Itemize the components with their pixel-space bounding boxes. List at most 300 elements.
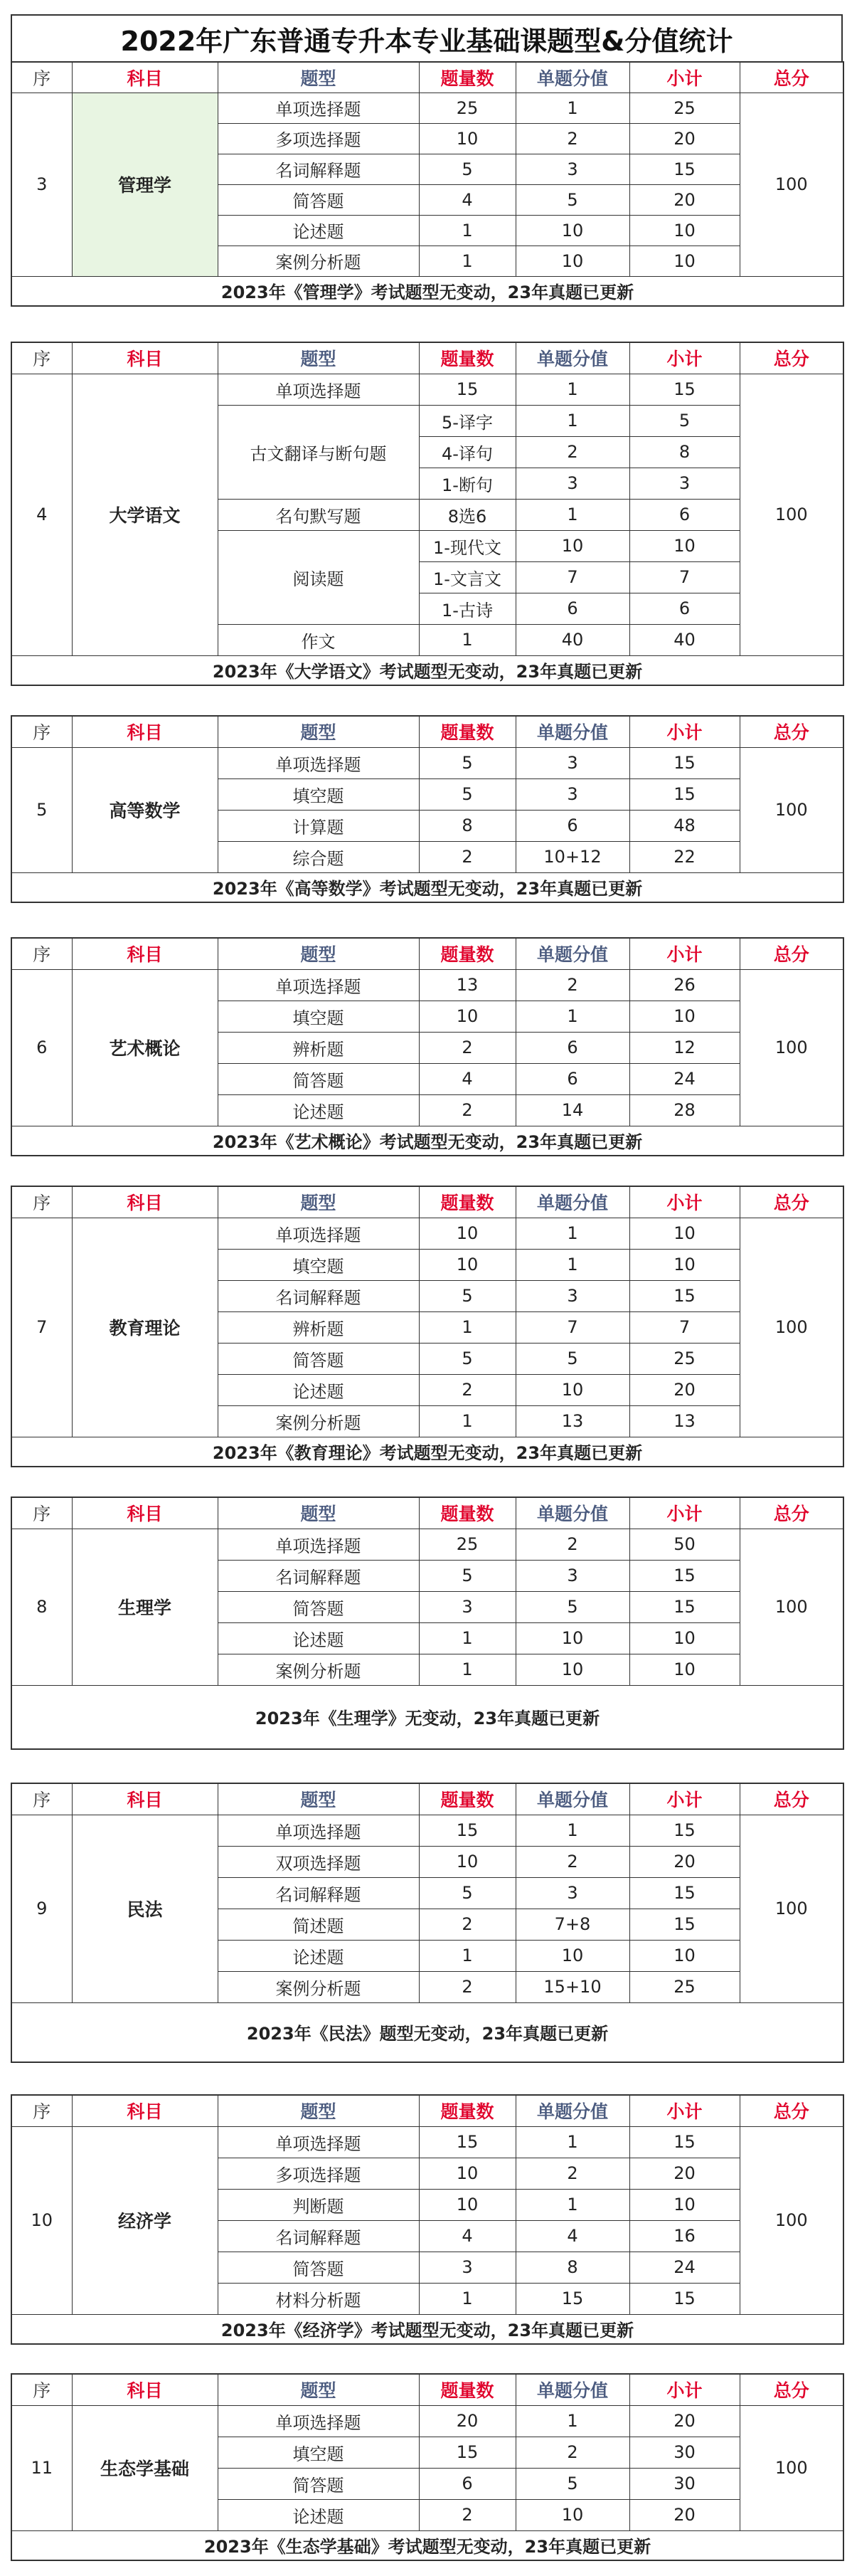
subtotal: 7 bbox=[629, 561, 740, 593]
header-question-type: 题型 bbox=[218, 2095, 419, 2126]
question-count: 10 bbox=[419, 1001, 516, 1032]
header-points-each: 单题分值 bbox=[516, 342, 629, 374]
header-subject: 科目 bbox=[72, 1497, 218, 1529]
subtotal: 3 bbox=[629, 468, 740, 499]
question-type: 名句默写题 bbox=[218, 499, 419, 530]
question-count: 1 bbox=[419, 1311, 516, 1343]
header-subtotal: 小计 bbox=[629, 2095, 740, 2126]
points-each: 1 bbox=[516, 405, 629, 436]
question-type: 简答题 bbox=[218, 2468, 419, 2499]
question-type: 辨析题 bbox=[218, 1032, 419, 1063]
header-points-each: 单题分值 bbox=[516, 1497, 629, 1529]
question-type: 论述题 bbox=[218, 1622, 419, 1654]
question-type: 论述题 bbox=[218, 2499, 419, 2530]
question-type: 简答题 bbox=[218, 1063, 419, 1094]
score-table bbox=[11, 937, 844, 1156]
header-subject: 科目 bbox=[72, 1186, 218, 1218]
header-question-type: 题型 bbox=[218, 2374, 419, 2405]
question-count: 1 bbox=[419, 1654, 516, 1685]
total-score: 100 bbox=[740, 93, 843, 276]
note-row bbox=[11, 276, 843, 306]
question-count: 3 bbox=[419, 2252, 516, 2283]
points-each: 2 bbox=[516, 969, 629, 1001]
question-count: 1 bbox=[419, 215, 516, 246]
subtotal: 15 bbox=[629, 1909, 740, 1940]
question-count: 5 bbox=[419, 1877, 516, 1909]
header-subtotal: 小计 bbox=[629, 1186, 740, 1218]
points-each: 5 bbox=[516, 1343, 629, 1374]
header-question-count: 题量数 bbox=[419, 716, 516, 747]
points-each: 3 bbox=[516, 154, 629, 184]
seq-number: 8 bbox=[11, 1529, 72, 1685]
question-count: 1 bbox=[419, 1622, 516, 1654]
subject-name: 高等数学 bbox=[72, 747, 218, 872]
question-count: 1-文言文 bbox=[419, 561, 516, 593]
subtotal: 13 bbox=[629, 1405, 740, 1437]
header-points-each: 单题分值 bbox=[516, 716, 629, 747]
update-note: 2023年《生态学基础》考试题型无变动，23年真题已更新 bbox=[11, 2530, 843, 2560]
points-each: 10 bbox=[516, 1654, 629, 1685]
score-table-block bbox=[11, 1186, 843, 1467]
question-count: 2 bbox=[419, 2499, 516, 2530]
score-table-block bbox=[11, 2373, 843, 2561]
subtotal: 6 bbox=[629, 499, 740, 530]
table-row bbox=[11, 1218, 843, 1249]
score-table bbox=[11, 342, 844, 686]
table-row bbox=[11, 969, 843, 1001]
total-score: 100 bbox=[740, 747, 843, 872]
question-type: 判断题 bbox=[218, 2189, 419, 2220]
header-question-type: 题型 bbox=[218, 938, 419, 969]
question-count: 25 bbox=[419, 1529, 516, 1560]
points-each: 10 bbox=[516, 246, 629, 276]
question-type: 综合题 bbox=[218, 841, 419, 872]
total-score: 100 bbox=[740, 2126, 843, 2314]
note-row bbox=[11, 872, 843, 902]
table-row bbox=[11, 1529, 843, 1560]
points-each: 3 bbox=[516, 468, 629, 499]
header-question-type: 题型 bbox=[218, 1186, 419, 1218]
note-row bbox=[11, 1126, 843, 1156]
question-count: 1-古诗 bbox=[419, 593, 516, 624]
question-count: 1-断句 bbox=[419, 468, 516, 499]
header-total: 总分 bbox=[740, 2374, 843, 2405]
header-points-each: 单题分值 bbox=[516, 1783, 629, 1815]
points-each: 15 bbox=[516, 2283, 629, 2314]
page-title: 2022年广东普通专升本专业基础课题型&分值统计 bbox=[11, 14, 843, 61]
update-note: 2023年《高等数学》考试题型无变动，23年真题已更新 bbox=[11, 872, 843, 902]
question-type: 案例分析题 bbox=[218, 246, 419, 276]
subtotal: 25 bbox=[629, 1343, 740, 1374]
question-type: 简答题 bbox=[218, 1343, 419, 1374]
question-count: 5-译字 bbox=[419, 405, 516, 436]
score-table bbox=[11, 715, 844, 903]
question-type: 单项选择题 bbox=[218, 2126, 419, 2158]
question-type: 材料分析题 bbox=[218, 2283, 419, 2314]
points-each: 1 bbox=[516, 499, 629, 530]
subtotal: 22 bbox=[629, 841, 740, 872]
question-type: 填空题 bbox=[218, 778, 419, 810]
header-subtotal: 小计 bbox=[629, 716, 740, 747]
score-table-block bbox=[11, 1783, 843, 2063]
subtotal: 10 bbox=[629, 1622, 740, 1654]
total-score: 100 bbox=[740, 1218, 843, 1437]
question-type: 单项选择题 bbox=[218, 93, 419, 123]
table-row bbox=[11, 747, 843, 778]
question-type: 名词解释题 bbox=[218, 154, 419, 184]
question-count: 5 bbox=[419, 1560, 516, 1591]
header-total: 总分 bbox=[740, 938, 843, 969]
subtotal: 20 bbox=[629, 123, 740, 154]
subtotal: 15 bbox=[629, 1877, 740, 1909]
subject-name: 经济学 bbox=[72, 2126, 218, 2314]
header-question-count: 题量数 bbox=[419, 342, 516, 374]
header-question-type: 题型 bbox=[218, 342, 419, 374]
question-type: 案例分析题 bbox=[218, 1654, 419, 1685]
subtotal: 20 bbox=[629, 2405, 740, 2437]
subtotal: 15 bbox=[629, 1591, 740, 1622]
subtotal: 15 bbox=[629, 747, 740, 778]
score-table bbox=[11, 61, 844, 307]
subtotal: 48 bbox=[629, 810, 740, 841]
question-type: 单项选择题 bbox=[218, 969, 419, 1001]
header-seq: 序 bbox=[11, 938, 72, 969]
total-score: 100 bbox=[740, 969, 843, 1126]
table-header-row bbox=[11, 342, 843, 374]
update-note: 2023年《生理学》无变动，23年真题已更新 bbox=[11, 1685, 843, 1749]
points-each: 7+8 bbox=[516, 1909, 629, 1940]
question-count: 1 bbox=[419, 1940, 516, 1971]
question-count: 4 bbox=[419, 2220, 516, 2252]
points-each: 5 bbox=[516, 184, 629, 215]
table-row bbox=[11, 1815, 843, 1846]
points-each: 5 bbox=[516, 1591, 629, 1622]
question-count: 5 bbox=[419, 747, 516, 778]
points-each: 14 bbox=[516, 1094, 629, 1126]
question-type: 多项选择题 bbox=[218, 123, 419, 154]
header-seq: 序 bbox=[11, 2374, 72, 2405]
question-count: 5 bbox=[419, 154, 516, 184]
subtotal: 6 bbox=[629, 593, 740, 624]
score-table-block bbox=[11, 2094, 843, 2345]
subtotal: 10 bbox=[629, 530, 740, 561]
question-type: 填空题 bbox=[218, 2437, 419, 2468]
question-count: 2 bbox=[419, 1094, 516, 1126]
question-type: 多项选择题 bbox=[218, 2158, 419, 2189]
points-each: 2 bbox=[516, 1846, 629, 1877]
question-type: 论述题 bbox=[218, 1374, 419, 1405]
subject-name: 艺术概论 bbox=[72, 969, 218, 1126]
points-each: 2 bbox=[516, 436, 629, 468]
table-header-row bbox=[11, 2374, 843, 2405]
question-count: 13 bbox=[419, 969, 516, 1001]
points-each: 1 bbox=[516, 2126, 629, 2158]
question-count: 4-译句 bbox=[419, 436, 516, 468]
header-subject: 科目 bbox=[72, 716, 218, 747]
question-type: 名词解释题 bbox=[218, 1560, 419, 1591]
subject-name: 民法 bbox=[72, 1815, 218, 2002]
points-each: 5 bbox=[516, 2468, 629, 2499]
question-count: 5 bbox=[419, 1280, 516, 1311]
header-question-count: 题量数 bbox=[419, 1783, 516, 1815]
header-question-type: 题型 bbox=[218, 62, 419, 93]
header-question-count: 题量数 bbox=[419, 62, 516, 93]
question-count: 15 bbox=[419, 1815, 516, 1846]
points-each: 3 bbox=[516, 1560, 629, 1591]
subtotal: 8 bbox=[629, 436, 740, 468]
points-each: 13 bbox=[516, 1405, 629, 1437]
points-each: 10 bbox=[516, 1622, 629, 1654]
subtotal: 25 bbox=[629, 93, 740, 123]
question-count: 25 bbox=[419, 93, 516, 123]
subtotal: 30 bbox=[629, 2468, 740, 2499]
question-type: 双项选择题 bbox=[218, 1846, 419, 1877]
points-each: 10 bbox=[516, 1374, 629, 1405]
question-type: 阅读题 bbox=[218, 530, 419, 624]
subtotal: 20 bbox=[629, 1374, 740, 1405]
header-seq: 序 bbox=[11, 1783, 72, 1815]
header-total: 总分 bbox=[740, 1186, 843, 1218]
points-each: 10 bbox=[516, 1940, 629, 1971]
question-type: 名词解释题 bbox=[218, 2220, 419, 2252]
update-note: 2023年《民法》题型无变动，23年真题已更新 bbox=[11, 2002, 843, 2062]
points-each: 6 bbox=[516, 1032, 629, 1063]
header-question-count: 题量数 bbox=[419, 1497, 516, 1529]
points-each: 1 bbox=[516, 2189, 629, 2220]
question-type: 简述题 bbox=[218, 1909, 419, 1940]
question-type: 单项选择题 bbox=[218, 747, 419, 778]
header-points-each: 单题分值 bbox=[516, 2374, 629, 2405]
table-row bbox=[11, 93, 843, 123]
question-count: 2 bbox=[419, 1971, 516, 2002]
update-note: 2023年《大学语文》考试题型无变动，23年真题已更新 bbox=[11, 655, 843, 685]
subtotal: 50 bbox=[629, 1529, 740, 1560]
update-note: 2023年《经济学》考试题型无变动，23年真题已更新 bbox=[11, 2314, 843, 2344]
question-count: 1 bbox=[419, 246, 516, 276]
header-total: 总分 bbox=[740, 342, 843, 374]
question-count: 3 bbox=[419, 1591, 516, 1622]
question-count: 8 bbox=[419, 810, 516, 841]
header-total: 总分 bbox=[740, 716, 843, 747]
points-each: 3 bbox=[516, 1877, 629, 1909]
header-question-type: 题型 bbox=[218, 1783, 419, 1815]
score-table bbox=[11, 1496, 844, 1750]
points-each: 1 bbox=[516, 93, 629, 123]
header-seq: 序 bbox=[11, 1186, 72, 1218]
header-question-count: 题量数 bbox=[419, 2095, 516, 2126]
seq-number: 10 bbox=[11, 2126, 72, 2314]
subtotal: 15 bbox=[629, 1560, 740, 1591]
points-each: 3 bbox=[516, 778, 629, 810]
seq-number: 11 bbox=[11, 2405, 72, 2530]
points-each: 2 bbox=[516, 2158, 629, 2189]
subtotal: 7 bbox=[629, 1311, 740, 1343]
subtotal: 25 bbox=[629, 1971, 740, 2002]
score-table-block bbox=[11, 715, 843, 903]
points-each: 1 bbox=[516, 374, 629, 405]
subtotal: 24 bbox=[629, 2252, 740, 2283]
header-subject: 科目 bbox=[72, 342, 218, 374]
question-type: 案例分析题 bbox=[218, 1405, 419, 1437]
question-count: 1 bbox=[419, 624, 516, 655]
question-type: 简答题 bbox=[218, 184, 419, 215]
subtotal: 16 bbox=[629, 2220, 740, 2252]
question-count: 2 bbox=[419, 1909, 516, 1940]
header-question-count: 题量数 bbox=[419, 2374, 516, 2405]
subtotal: 10 bbox=[629, 1654, 740, 1685]
points-each: 6 bbox=[516, 810, 629, 841]
table-header-row bbox=[11, 716, 843, 747]
points-each: 3 bbox=[516, 747, 629, 778]
question-count: 10 bbox=[419, 1249, 516, 1280]
header-subtotal: 小计 bbox=[629, 1783, 740, 1815]
points-each: 10 bbox=[516, 530, 629, 561]
score-table bbox=[11, 1186, 844, 1467]
question-count: 5 bbox=[419, 778, 516, 810]
header-total: 总分 bbox=[740, 1497, 843, 1529]
header-points-each: 单题分值 bbox=[516, 62, 629, 93]
subject-name: 管理学 bbox=[72, 93, 218, 276]
question-count: 15 bbox=[419, 2437, 516, 2468]
header-subject: 科目 bbox=[72, 938, 218, 969]
question-type: 古文翻译与断句题 bbox=[218, 405, 419, 499]
question-count: 2 bbox=[419, 841, 516, 872]
question-count: 4 bbox=[419, 1063, 516, 1094]
subtotal: 15 bbox=[629, 778, 740, 810]
seq-number: 6 bbox=[11, 969, 72, 1126]
points-each: 10+12 bbox=[516, 841, 629, 872]
header-subtotal: 小计 bbox=[629, 2374, 740, 2405]
subtotal: 15 bbox=[629, 1815, 740, 1846]
question-type: 单项选择题 bbox=[218, 374, 419, 405]
question-count: 1-现代文 bbox=[419, 530, 516, 561]
question-type: 单项选择题 bbox=[218, 1529, 419, 1560]
seq-number: 7 bbox=[11, 1218, 72, 1437]
note-row bbox=[11, 2530, 843, 2560]
header-subject: 科目 bbox=[72, 2374, 218, 2405]
points-each: 3 bbox=[516, 1280, 629, 1311]
points-each: 2 bbox=[516, 2437, 629, 2468]
header-question-count: 题量数 bbox=[419, 938, 516, 969]
question-count: 4 bbox=[419, 184, 516, 215]
header-points-each: 单题分值 bbox=[516, 1186, 629, 1218]
header-seq: 序 bbox=[11, 62, 72, 93]
subtotal: 10 bbox=[629, 2189, 740, 2220]
question-count: 5 bbox=[419, 1343, 516, 1374]
seq-number: 4 bbox=[11, 374, 72, 655]
question-type: 名词解释题 bbox=[218, 1280, 419, 1311]
subtotal: 20 bbox=[629, 1846, 740, 1877]
question-count: 10 bbox=[419, 123, 516, 154]
subtotal: 10 bbox=[629, 215, 740, 246]
points-each: 10 bbox=[516, 215, 629, 246]
subtotal: 10 bbox=[629, 1249, 740, 1280]
points-each: 2 bbox=[516, 1529, 629, 1560]
points-each: 1 bbox=[516, 1249, 629, 1280]
header-seq: 序 bbox=[11, 342, 72, 374]
header-seq: 序 bbox=[11, 2095, 72, 2126]
table-header-row bbox=[11, 1497, 843, 1529]
table-row bbox=[11, 2405, 843, 2437]
subtotal: 15 bbox=[629, 2283, 740, 2314]
note-row bbox=[11, 2002, 843, 2062]
subtotal: 10 bbox=[629, 1001, 740, 1032]
question-count: 10 bbox=[419, 1218, 516, 1249]
header-seq: 序 bbox=[11, 716, 72, 747]
points-each: 7 bbox=[516, 561, 629, 593]
subtotal: 15 bbox=[629, 374, 740, 405]
points-each: 1 bbox=[516, 2405, 629, 2437]
points-each: 8 bbox=[516, 2252, 629, 2283]
total-score: 100 bbox=[740, 1815, 843, 2002]
header-points-each: 单题分值 bbox=[516, 938, 629, 969]
subtotal: 15 bbox=[629, 154, 740, 184]
header-seq: 序 bbox=[11, 1497, 72, 1529]
question-type: 单项选择题 bbox=[218, 2405, 419, 2437]
subtotal: 5 bbox=[629, 405, 740, 436]
header-subject: 科目 bbox=[72, 1783, 218, 1815]
points-each: 2 bbox=[516, 123, 629, 154]
question-type: 填空题 bbox=[218, 1249, 419, 1280]
table-row bbox=[11, 374, 843, 405]
subtotal: 26 bbox=[629, 969, 740, 1001]
subtotal: 28 bbox=[629, 1094, 740, 1126]
subtotal: 15 bbox=[629, 1280, 740, 1311]
score-table bbox=[11, 2094, 844, 2345]
question-type: 单项选择题 bbox=[218, 1815, 419, 1846]
table-header-row bbox=[11, 1186, 843, 1218]
subtotal: 10 bbox=[629, 1218, 740, 1249]
score-table-block bbox=[11, 1496, 843, 1750]
header-subject: 科目 bbox=[72, 2095, 218, 2126]
score-table-block bbox=[11, 937, 843, 1156]
header-points-each: 单题分值 bbox=[516, 2095, 629, 2126]
total-score: 100 bbox=[740, 2405, 843, 2530]
points-each: 1 bbox=[516, 1001, 629, 1032]
points-each: 6 bbox=[516, 1063, 629, 1094]
score-table-block bbox=[11, 342, 843, 686]
question-count: 6 bbox=[419, 2468, 516, 2499]
question-count: 2 bbox=[419, 1032, 516, 1063]
subject-name: 生态学基础 bbox=[72, 2405, 218, 2530]
points-each: 1 bbox=[516, 1218, 629, 1249]
note-row bbox=[11, 1685, 843, 1749]
subtotal: 20 bbox=[629, 2158, 740, 2189]
question-count: 15 bbox=[419, 374, 516, 405]
table-row bbox=[11, 2126, 843, 2158]
note-row bbox=[11, 1437, 843, 1467]
score-table bbox=[11, 2373, 844, 2561]
score-table bbox=[11, 1783, 844, 2063]
question-type: 计算题 bbox=[218, 810, 419, 841]
header-total: 总分 bbox=[740, 2095, 843, 2126]
question-count: 1 bbox=[419, 1405, 516, 1437]
table-header-row bbox=[11, 1783, 843, 1815]
update-note: 2023年《教育理论》考试题型无变动，23年真题已更新 bbox=[11, 1437, 843, 1467]
points-each: 7 bbox=[516, 1311, 629, 1343]
points-each: 6 bbox=[516, 593, 629, 624]
table-header-row bbox=[11, 2095, 843, 2126]
update-note: 2023年《艺术概论》考试题型无变动，23年真题已更新 bbox=[11, 1126, 843, 1156]
subject-name: 生理学 bbox=[72, 1529, 218, 1685]
score-table-block bbox=[11, 61, 843, 307]
question-count: 1 bbox=[419, 2283, 516, 2314]
header-subtotal: 小计 bbox=[629, 1497, 740, 1529]
subtotal: 30 bbox=[629, 2437, 740, 2468]
note-row bbox=[11, 655, 843, 685]
points-each: 15+10 bbox=[516, 1971, 629, 2002]
question-count: 10 bbox=[419, 1846, 516, 1877]
